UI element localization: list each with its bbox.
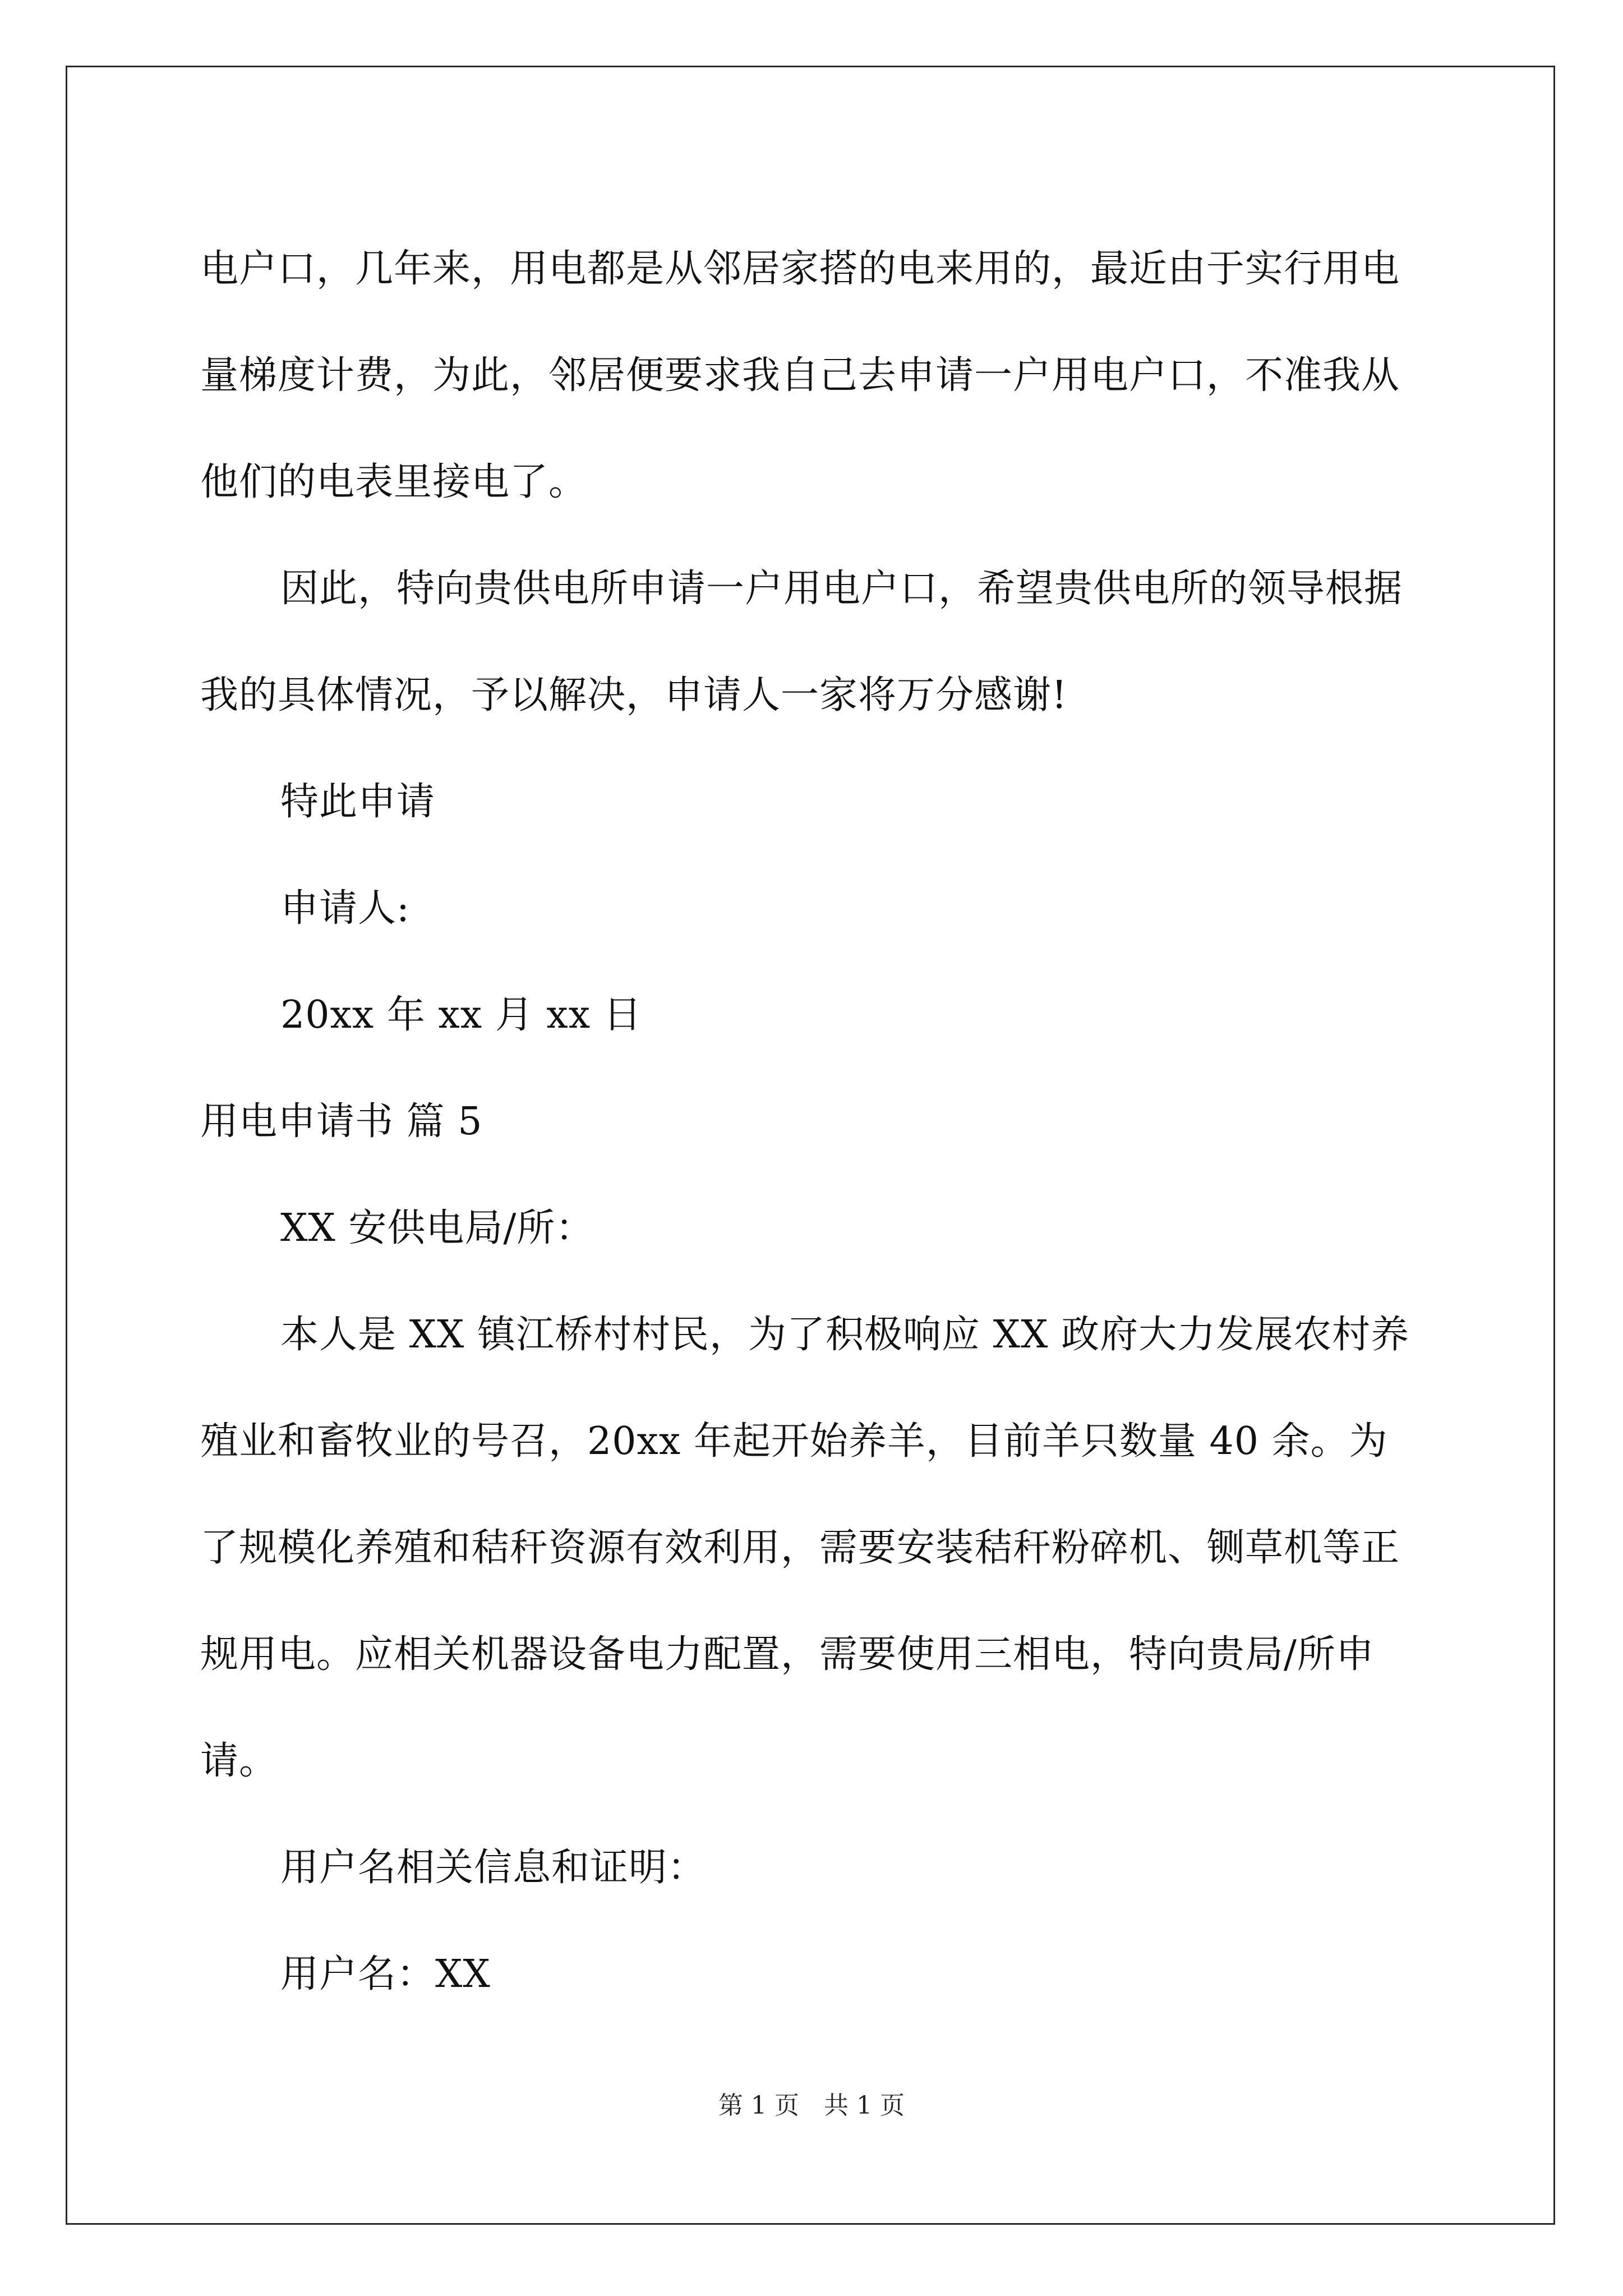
paragraph-application-reason: 本人是 XX 镇江桥村村民，为了积极响应 XX 政府大力发展农村养殖业和畜牧业的号召，20xx 年起开始养羊，目前羊只数量 40 余。为了规模化养殖和秸秆资源有效利用，需要安装秸秆粉碎机、铡草机等正规用电。应相关机器设备电力配置，需要使用三相电，特向贵局/所申请。	[200, 1313, 1410, 1783]
date-line: 20xx 年 xx 月 xx 日	[280, 993, 642, 1037]
closing-phrase: 特此申请	[280, 780, 436, 824]
applicant-label: 申请人:	[280, 886, 410, 931]
user-info-label: 用户名相关信息和证明：	[280, 1846, 707, 1890]
paragraph-continued-household-account: 电户口，几年来，用电都是从邻居家搭的电来用的，最近由于实行用电量梯度计费，为此，邻居便要求我自己去申请一户用电户口，不准我从他们的电表里接电了。	[200, 247, 1400, 504]
salutation: XX 安供电局/所：	[280, 1206, 594, 1250]
section-heading: 用电申请书 篇 5	[200, 1099, 483, 1144]
document-body	[200, 216, 1426, 2028]
page-number-footer: 第 1 页 共 1 页	[718, 2091, 905, 2120]
user-name-line: 用户名：XX	[280, 1952, 491, 1996]
paragraph-request-statement: 因此，特向贵供电所申请一户用电户口，希望贵供电所的领导根据我的具体情况，予以解决，申请人一家将万分感谢!	[200, 567, 1403, 717]
